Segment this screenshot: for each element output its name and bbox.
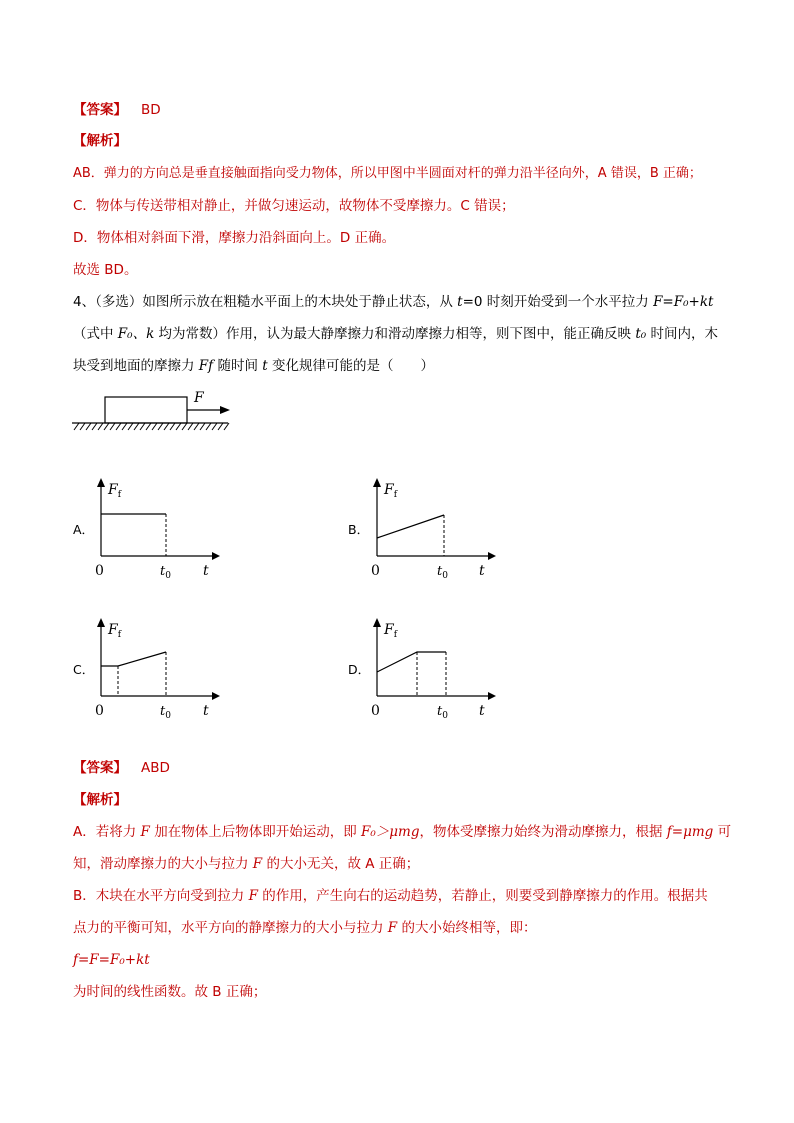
x-axis-arrow bbox=[212, 692, 220, 700]
origin-label: 0 bbox=[95, 703, 104, 719]
hatch-mark bbox=[158, 423, 163, 430]
option-label-c: C． bbox=[73, 662, 95, 677]
question-text: 变化规律可能的是（ ） bbox=[267, 358, 434, 374]
force-arrow-head bbox=[220, 406, 230, 414]
question-line-3 bbox=[73, 356, 434, 376]
analysis-var: F bbox=[248, 888, 258, 904]
question-vars: F₀、k bbox=[117, 326, 155, 342]
hatch-mark bbox=[122, 423, 127, 430]
y-axis-arrow bbox=[97, 618, 105, 627]
hatch-mark bbox=[104, 423, 109, 430]
x-axis-arrow bbox=[488, 552, 496, 560]
question-text: =0 时刻开始受到一个水平拉力 bbox=[462, 294, 654, 310]
option-label-b: B． bbox=[348, 522, 370, 537]
hatch-mark bbox=[206, 423, 211, 430]
question-number: 4、 bbox=[73, 294, 96, 310]
hatch-mark bbox=[80, 423, 85, 430]
prev-analysis-line-1: AB．弹力的方向总是垂直接触面指向受力物体，所以甲图中半圆面对杆的弹力沿半径向外，A 错误，B 正确； bbox=[73, 166, 702, 181]
x-axis-label: t bbox=[203, 703, 209, 719]
analysis-line-6: 为时间的线性函数。故 B 正确； bbox=[73, 984, 267, 1000]
friction-curve bbox=[377, 652, 446, 672]
block-figure bbox=[70, 385, 240, 440]
hatch-mark bbox=[218, 423, 223, 430]
analysis-text: 的作用，产生向右的运动趋势，若静止，则要受到静摩擦力的作用。根据共 bbox=[257, 888, 708, 904]
hatch-mark bbox=[224, 423, 229, 430]
hatch-mark bbox=[176, 423, 181, 430]
question-text: 均为常数）作用，认为最大静摩擦力和滑动摩擦力相等，则下图中，能正确反映 bbox=[154, 326, 636, 342]
x-axis-label: t bbox=[479, 563, 485, 579]
friction-curve bbox=[101, 652, 166, 666]
hatch-mark bbox=[164, 423, 169, 430]
question-text: 块受到地面的摩擦力 bbox=[73, 358, 199, 374]
analysis-formula: f=μmg bbox=[666, 824, 714, 840]
prev-analysis-line-3: D．物体相对斜面下滑，摩擦力沿斜面向上。D 正确。 bbox=[73, 230, 396, 246]
question-var-t: t bbox=[457, 294, 463, 310]
x-axis-arrow bbox=[488, 692, 496, 700]
y-axis-arrow bbox=[97, 478, 105, 487]
t0-label: $t_0$ bbox=[160, 704, 171, 721]
question-text: （式中 bbox=[73, 326, 118, 342]
t0-label: $t_0$ bbox=[437, 564, 448, 581]
analysis-text: B．木块在水平方向受到拉力 bbox=[73, 888, 249, 904]
question-var-t0: t₀ bbox=[635, 326, 647, 342]
analysis-text: 可 bbox=[713, 824, 732, 840]
analysis-formula-line: f=F=F₀+kt bbox=[73, 952, 150, 968]
question-line-2 bbox=[73, 324, 718, 344]
question-formula: F=F₀+kt bbox=[653, 294, 714, 310]
analysis-label: 【解析】 bbox=[73, 792, 127, 808]
origin-label: 0 bbox=[371, 563, 380, 579]
hatch-mark bbox=[74, 423, 79, 430]
prev-analysis-line-4: 故选 BD。 bbox=[73, 262, 138, 278]
graph-b bbox=[366, 478, 496, 582]
analysis-var: F bbox=[252, 856, 263, 872]
hatch-mark bbox=[128, 423, 133, 430]
ground-hatching bbox=[74, 423, 229, 430]
answer-line bbox=[73, 758, 170, 778]
hatch-mark bbox=[134, 423, 139, 430]
y-axis-label: $F_f$ bbox=[384, 482, 398, 500]
analysis-text: 知，滑动摩擦力的大小与拉力 bbox=[73, 856, 253, 872]
analysis-text: 点力的平衡可知，水平方向的静摩擦力的大小与拉力 bbox=[73, 920, 388, 936]
analysis-formula: F₀＞μmg bbox=[361, 824, 420, 840]
origin-label: 0 bbox=[371, 703, 380, 719]
analysis-line-2 bbox=[73, 854, 419, 874]
analysis-var: F bbox=[140, 824, 150, 840]
hatch-mark bbox=[140, 423, 145, 430]
y-axis-arrow bbox=[373, 618, 381, 627]
question-text: 时间内，木 bbox=[646, 326, 718, 342]
answer-value: ABD bbox=[141, 760, 170, 776]
x-axis-label: t bbox=[479, 703, 485, 719]
x-axis-arrow bbox=[212, 552, 220, 560]
analysis-var: F bbox=[387, 920, 398, 936]
prev-answer-label: 【答案】 bbox=[73, 102, 127, 118]
force-label: F bbox=[194, 390, 204, 406]
friction-curve bbox=[377, 515, 444, 538]
analysis-line-4 bbox=[73, 918, 536, 938]
analysis-line-1 bbox=[73, 822, 731, 842]
hatch-mark bbox=[116, 423, 121, 430]
question-var-ff: Ff bbox=[198, 358, 214, 374]
option-label-d: D． bbox=[348, 662, 371, 677]
origin-label: 0 bbox=[95, 563, 104, 579]
prev-analysis-line-2: C．物体与传送带相对静止，并做匀速运动，故物体不受摩擦力。C 错误； bbox=[73, 198, 515, 214]
hatch-mark bbox=[110, 423, 115, 430]
hatch-mark bbox=[152, 423, 157, 430]
prev-answer-value: BD bbox=[141, 102, 161, 118]
graph-c bbox=[90, 618, 220, 722]
hatch-mark bbox=[92, 423, 97, 430]
question-text: 随时间 bbox=[213, 358, 263, 374]
y-axis-label: $F_f$ bbox=[384, 622, 398, 640]
graph-d bbox=[366, 618, 496, 722]
y-axis-label: $F_f$ bbox=[108, 482, 122, 500]
t0-label: $t_0$ bbox=[160, 564, 171, 581]
y-axis-arrow bbox=[373, 478, 381, 487]
question-line-1 bbox=[73, 292, 713, 312]
answer-label: 【答案】 bbox=[73, 760, 127, 776]
hatch-mark bbox=[170, 423, 175, 430]
analysis-text: 的大小始终相等，即： bbox=[397, 920, 537, 936]
analysis-text: 加在物体上后物体即开始运动，即 bbox=[149, 824, 361, 840]
y-axis-label: $F_f$ bbox=[108, 622, 122, 640]
hatch-mark bbox=[194, 423, 199, 430]
t0-label: $t_0$ bbox=[437, 704, 448, 721]
hatch-mark bbox=[86, 423, 91, 430]
prev-answer-line bbox=[73, 100, 161, 120]
analysis-text: ，物体受摩擦力始终为滑动摩擦力，根据 bbox=[419, 824, 667, 840]
analysis-line-3 bbox=[73, 886, 708, 906]
hatch-mark bbox=[188, 423, 193, 430]
wood-block bbox=[105, 397, 187, 423]
analysis-text: 的大小无关，故 A 正确； bbox=[262, 856, 420, 872]
hatch-mark bbox=[212, 423, 217, 430]
hatch-mark bbox=[146, 423, 151, 430]
hatch-mark bbox=[98, 423, 103, 430]
prev-analysis-label: 【解析】 bbox=[73, 133, 127, 149]
option-label-a: A． bbox=[73, 522, 95, 537]
hatch-mark bbox=[200, 423, 205, 430]
question-var-t: t bbox=[262, 358, 268, 374]
hatch-mark bbox=[182, 423, 187, 430]
analysis-text: A．若将力 bbox=[73, 824, 141, 840]
question-text: （多选）如图所示放在粗糙水平面上的木块处于静止状态，从 bbox=[95, 294, 458, 310]
x-axis-label: t bbox=[203, 563, 209, 579]
graph-a bbox=[90, 478, 220, 582]
